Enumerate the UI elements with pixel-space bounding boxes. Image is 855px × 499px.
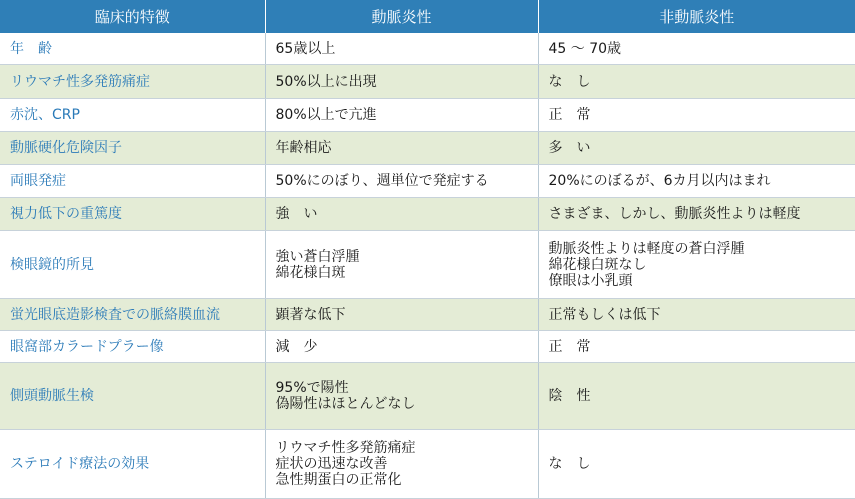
cell-line: 20%にのぼるが、6カ月以内はまれ	[549, 173, 855, 189]
cell-line: 急性期蛋白の正常化	[276, 472, 538, 488]
non-arteritic-cell	[538, 132, 855, 165]
feature-cell: 年 齢	[0, 33, 265, 65]
feature-cell: 両眼発症	[0, 165, 265, 198]
header-non-arteritic: 非動脈炎性	[538, 0, 855, 33]
cell-line: 正 常	[549, 107, 855, 123]
cell-line: 45 ～ 70歳	[549, 41, 855, 57]
table-row	[0, 299, 855, 331]
feature-cell: 眼窩部カラードプラー像	[0, 331, 265, 363]
table-row	[0, 165, 855, 198]
cell-line: 強い蒼白浮腫	[276, 249, 538, 265]
cell-line: 偽陽性はほとんどなし	[276, 396, 538, 412]
cell-line: 動脈炎性よりは軽度の蒼白浮腫	[549, 241, 855, 257]
arteritic-cell	[265, 231, 538, 299]
feature-cell: 視力低下の重篤度	[0, 198, 265, 231]
non-arteritic-cell	[538, 331, 855, 363]
feature-cell: 側頭動脈生検	[0, 363, 265, 430]
feature-cell: リウマチ性多発筋痛症	[0, 65, 265, 99]
table-row	[0, 99, 855, 132]
cell-line: 正常もしくは低下	[549, 307, 855, 323]
arteritic-cell	[265, 33, 538, 65]
table-row	[0, 331, 855, 363]
cell-line: 95%で陽性	[276, 380, 538, 396]
cell-line: 50%にのぼり、週単位で発症する	[276, 173, 538, 189]
non-arteritic-cell	[538, 165, 855, 198]
arteritic-cell	[265, 165, 538, 198]
header-arteritic: 動脈炎性	[265, 0, 538, 33]
table-row	[0, 65, 855, 99]
cell-line: 減 少	[276, 339, 538, 355]
cell-line: な し	[549, 74, 855, 90]
arteritic-cell	[265, 99, 538, 132]
feature-cell: 検眼鏡的所見	[0, 231, 265, 299]
cell-line: 綿花様白斑	[276, 265, 538, 281]
non-arteritic-cell	[538, 33, 855, 65]
non-arteritic-cell	[538, 430, 855, 499]
cell-line: 65歳以上	[276, 41, 538, 57]
arteritic-cell	[265, 65, 538, 99]
arteritic-cell	[265, 331, 538, 363]
cell-line: 綿花様白斑なし	[549, 257, 855, 273]
arteritic-cell	[265, 132, 538, 165]
cell-line: 正 常	[549, 339, 855, 355]
feature-cell: ステロイド療法の効果	[0, 430, 265, 499]
cell-line: 80%以上で亢進	[276, 107, 538, 123]
cell-line: 顕著な低下	[276, 307, 538, 323]
non-arteritic-cell	[538, 65, 855, 99]
table-row	[0, 231, 855, 299]
non-arteritic-cell	[538, 299, 855, 331]
cell-line: リウマチ性多発筋痛症	[276, 440, 538, 456]
cell-line: 50%以上に出現	[276, 74, 538, 90]
cell-line: 陰 性	[549, 388, 855, 404]
table-row	[0, 33, 855, 65]
table-row	[0, 132, 855, 165]
table-row	[0, 363, 855, 430]
header-clinical-feature: 臨床的特徴	[0, 0, 265, 33]
table-row	[0, 198, 855, 231]
cell-line: な し	[549, 456, 855, 472]
cell-line: 僚眼は小乳頭	[549, 273, 855, 289]
cell-line: 症状の迅速な改善	[276, 456, 538, 472]
table-row	[0, 430, 855, 499]
arteritic-cell	[265, 363, 538, 430]
cell-line: 年齢相応	[276, 140, 538, 156]
table-header	[0, 0, 855, 33]
feature-cell: 赤沈、CRP	[0, 99, 265, 132]
cell-line: 強 い	[276, 206, 538, 222]
cell-line: さまざま、しかし、動脈炎性よりは軽度	[549, 206, 855, 222]
arteritic-cell	[265, 299, 538, 331]
non-arteritic-cell	[538, 198, 855, 231]
feature-cell: 動脈硬化危険因子	[0, 132, 265, 165]
arteritic-cell	[265, 198, 538, 231]
non-arteritic-cell	[538, 231, 855, 299]
cell-line: 多 い	[549, 140, 855, 156]
non-arteritic-cell	[538, 99, 855, 132]
arteritic-cell	[265, 430, 538, 499]
table-body	[0, 33, 855, 499]
feature-cell: 蛍光眼底造影検査での脈絡膜血流	[0, 299, 265, 331]
non-arteritic-cell	[538, 363, 855, 430]
header-row	[0, 0, 855, 33]
